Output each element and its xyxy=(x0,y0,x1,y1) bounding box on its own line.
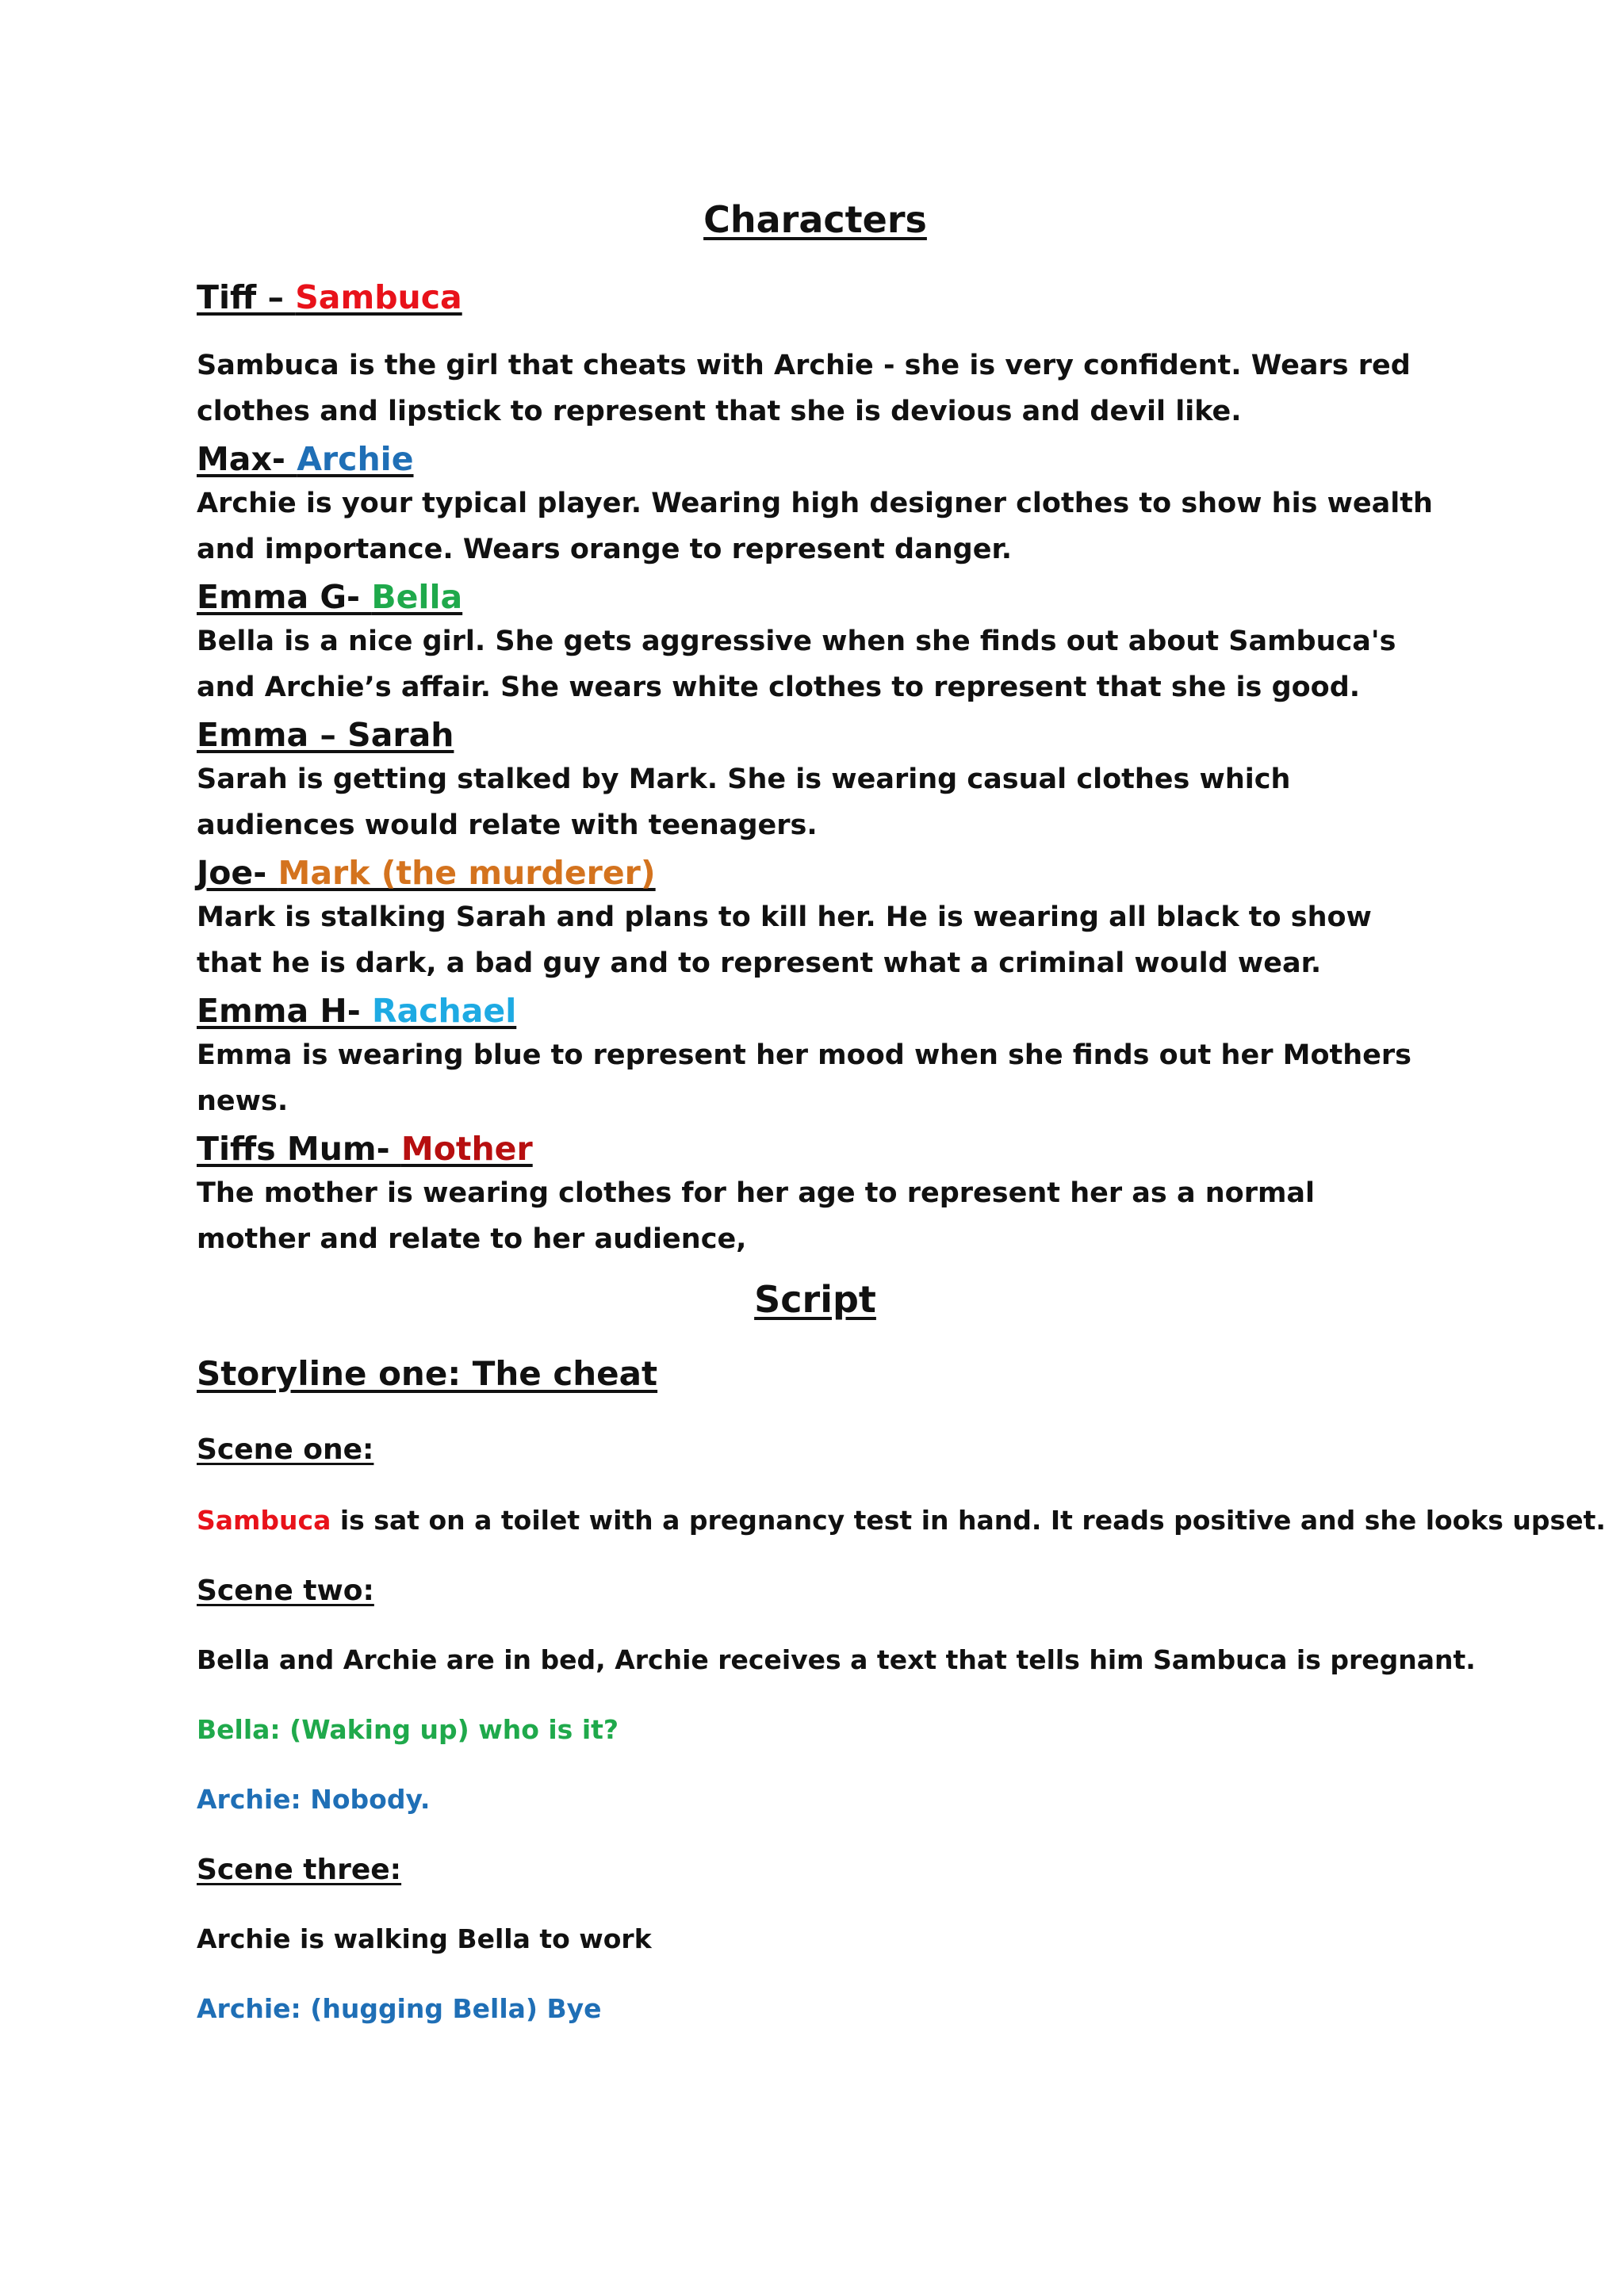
actor-name: Tiffs Mum- xyxy=(197,1130,401,1168)
role-name: Archie xyxy=(297,440,414,478)
role-name: Mother xyxy=(400,1130,533,1168)
actor-name: Joe- xyxy=(197,854,278,892)
scene-two-direction: Bella and Archie are in bed, Archie receives a text that tells him Sambuca is pregnant. xyxy=(197,1644,1476,1675)
scene-two-heading: Scene two: xyxy=(197,1575,374,1607)
actor-name: Max- xyxy=(197,440,297,478)
dialogue-line-bella: Bella: (Waking up) who is it? xyxy=(197,1714,619,1745)
character-heading-mother xyxy=(197,1127,1434,1170)
character-heading-rachael xyxy=(197,989,1434,1032)
role-name: Mark (the murderer) xyxy=(278,854,656,892)
character-heading-archie xyxy=(197,438,1434,480)
actor-name: Emma H- xyxy=(197,992,372,1030)
character-heading-mark xyxy=(197,851,1434,894)
actor-name: Tiff – xyxy=(197,278,296,316)
character-heading-sarah xyxy=(197,714,1434,756)
characters-heading: Characters xyxy=(703,198,927,241)
role-name: Sambuca xyxy=(295,278,462,316)
character-description-mark: Mark is stalking Sarah and plans to kill her. He is wearing all black to show that he is dark, a bad guy and to represent what a criminal would wear. xyxy=(197,901,1372,979)
scene-three-direction: Archie is walking Bella to work xyxy=(197,1923,652,1954)
role-name: Bella xyxy=(371,578,463,616)
character-name-sambuca: Sambuca xyxy=(197,1505,331,1536)
character-description-bella: Bella is a nice girl. She gets aggressive when she finds out about Sambuca's and Archie’s affair. She wears white clothes to represent that she is good. xyxy=(197,626,1396,703)
dialogue-line-archie: Archie: Nobody. xyxy=(197,1784,431,1815)
scene-one-direction xyxy=(197,1503,1606,1538)
character-heading-bella xyxy=(197,576,1434,618)
direction-text: is sat on a toilet with a pregnancy test in hand. It reads positive and she looks upset. xyxy=(331,1505,1606,1536)
role-name: Rachael xyxy=(372,992,517,1030)
actor-name: Emma G- xyxy=(197,578,372,616)
script-heading: Script xyxy=(754,1278,876,1321)
character-description-mother: The mother is wearing clothes for her age to represent her as a normal mother and relate to her audience, xyxy=(197,1177,1316,1255)
actor-name: Emma – Sarah xyxy=(197,716,454,754)
dialogue-line-archie-bye: Archie: (hugging Bella) Bye xyxy=(197,1993,602,2024)
character-description-rachael: Emma is wearing blue to represent her mood when she finds out her Mothers news. xyxy=(197,1039,1412,1117)
document-page xyxy=(197,182,1606,2026)
character-description-sarah: Sarah is getting stalked by Mark. She is wearing casual clothes which audiences would relate with teenagers. xyxy=(197,763,1291,841)
scene-one-heading: Scene one: xyxy=(197,1433,374,1466)
character-description-archie: Archie is your typical player. Wearing high designer clothes to show his wealth and importance. Wears orange to represent danger. xyxy=(197,488,1433,565)
character-heading-sambuca xyxy=(197,276,1434,319)
character-description-sambuca: Sambuca is the girl that cheats with Archie - she is very confident. Wears red clothes and lipstick to represent that she is devious and devil like. xyxy=(197,350,1411,427)
storyline-heading: Storyline one: The cheat xyxy=(197,1354,658,1393)
scene-three-heading: Scene three: xyxy=(197,1854,402,1886)
